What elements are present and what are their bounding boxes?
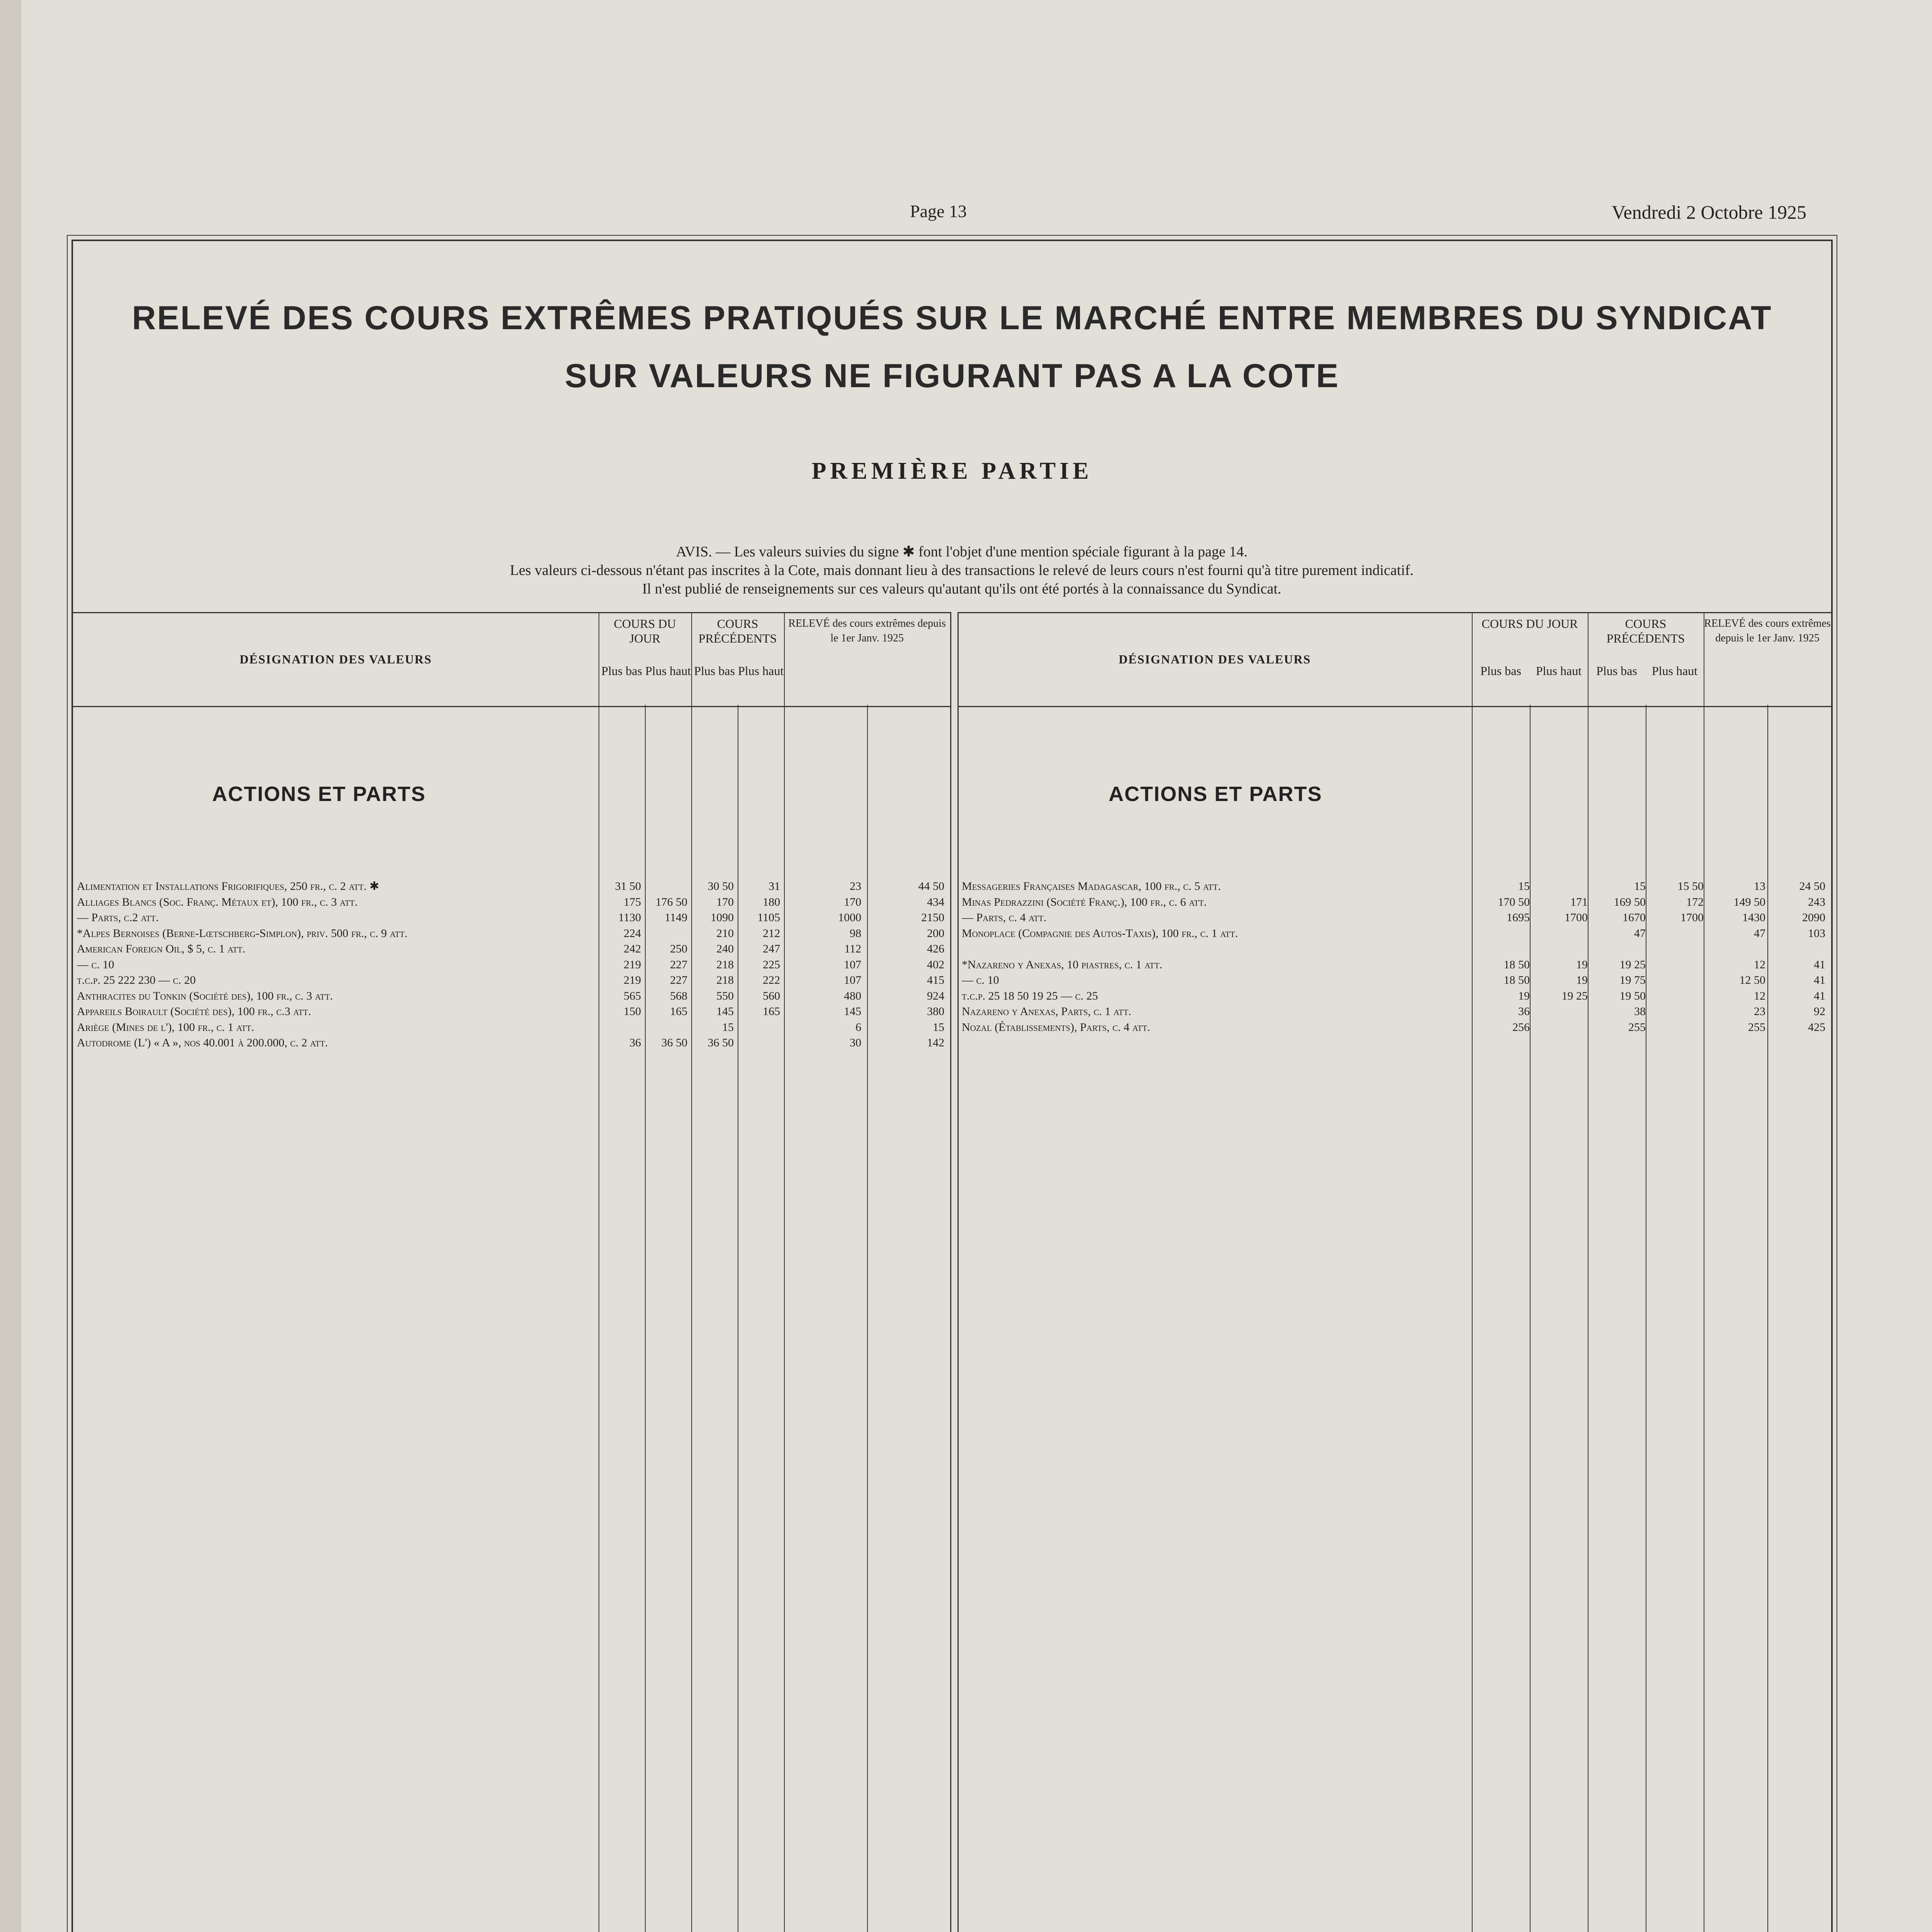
row-value: 18 50	[1503, 958, 1530, 971]
col-plus-haut: Plus haut	[645, 664, 691, 678]
row-value: 19	[1576, 958, 1588, 971]
row-designation: t.c.p. 25 18 50 19 25 — c. 25	[962, 989, 1098, 1002]
col-cours-precedents: COURS PRÉCÉDENTS	[1606, 617, 1685, 645]
row-value: 6	[855, 1020, 861, 1034]
row-value: 1105	[757, 911, 780, 924]
row-value: 19 25	[1619, 958, 1646, 971]
row-value: 36	[629, 1036, 641, 1049]
row-value: 23	[850, 880, 861, 893]
row-designation: Ariège (Mines de l'), 100 fr., c. 1 att.	[77, 1020, 254, 1034]
row-value: 240	[716, 942, 734, 955]
row-value: 19 50	[1619, 989, 1646, 1002]
row-designation: — c. 10	[77, 958, 114, 971]
row-value: 218	[716, 958, 734, 971]
row-value: 15	[933, 1020, 944, 1034]
row-value: 12	[1754, 989, 1765, 1002]
row-value: 13	[1754, 880, 1765, 893]
row-value: 212	[763, 927, 780, 940]
row-value: 1149	[665, 911, 687, 924]
row-designation: Appareils Boirault (Société des), 100 fr., c.3 att.	[77, 1005, 311, 1018]
row-value: 145	[716, 1005, 734, 1018]
row-value: 480	[844, 989, 861, 1002]
row-value: 380	[927, 1005, 944, 1018]
row-value: 222	[763, 974, 780, 986]
row-designation: — Parts, c.2 att.	[77, 911, 159, 924]
table-frame	[71, 240, 1833, 1932]
col-designation: DÉSIGNATION DES VALEURS	[1119, 652, 1311, 666]
row-value: 12	[1754, 958, 1765, 971]
row-value: 107	[844, 958, 861, 971]
row-value: 30 50	[707, 880, 734, 893]
row-value: 41	[1814, 974, 1825, 986]
title-line-2: SUR VALEURS NE FIGURANT PAS A LA COTE	[565, 357, 1340, 395]
row-value: 36 50	[707, 1036, 734, 1049]
row-value: 112	[844, 942, 861, 955]
row-value: 165	[763, 1005, 780, 1018]
row-value: 434	[927, 895, 944, 908]
row-value: 15	[722, 1020, 734, 1034]
row-value: 415	[927, 974, 944, 986]
row-designation: American Foreign Oil, $ 5, c. 1 att.	[77, 942, 245, 955]
row-value: 38	[1634, 1005, 1646, 1018]
row-value: 1700	[1565, 911, 1588, 924]
row-value: 41	[1814, 989, 1825, 1002]
row-value: 227	[670, 958, 687, 971]
row-value: 924	[927, 989, 944, 1002]
row-designation: — c. 10	[962, 974, 999, 986]
row-value: 15 50	[1677, 880, 1704, 893]
table-header-left	[73, 612, 950, 707]
col-releve: RELEVÉ des cours extrêmes depuis le 1er Janv. 1925	[1704, 617, 1831, 644]
page-edge	[0, 0, 24, 1932]
avis-notice	[305, 543, 1619, 598]
col-releve: RELEVÉ des cours extrêmes depuis le 1er Janv. 1925	[788, 617, 946, 644]
row-value: 92	[1814, 1005, 1825, 1018]
col-designation: DÉSIGNATION DES VALEURS	[240, 652, 432, 666]
row-designation: Autodrome (L') « A », nos 40.001 à 200.000, c. 2 att.	[77, 1036, 328, 1049]
avis-line-1: AVIS. — Les valeurs suivies du signe ✱ font l'objet d'une mention spéciale figurant à la page 14.	[676, 544, 1248, 560]
row-value: 170	[844, 895, 861, 908]
page-header	[910, 201, 1806, 232]
row-value: 170	[716, 895, 734, 908]
column-divider	[950, 612, 959, 1932]
row-value: 243	[1808, 895, 1825, 908]
col-plus-bas: Plus bas	[1480, 664, 1521, 678]
row-value: 247	[763, 942, 780, 955]
row-value: 103	[1808, 927, 1825, 940]
col-plus-haut: Plus haut	[1536, 664, 1582, 678]
row-value: 44 50	[918, 880, 944, 893]
row-value: 150	[624, 1005, 641, 1018]
row-designation: Nazareno y Anexas, Parts, c. 1 att.	[962, 1005, 1131, 1018]
part-heading: PREMIÈRE PARTIE	[811, 458, 1093, 484]
row-value: 1090	[711, 911, 734, 924]
row-value: 36 50	[661, 1036, 687, 1049]
page-sheet	[21, 0, 1932, 1932]
row-value: 19 25	[1561, 989, 1588, 1002]
row-designation: *Alpes Bernoises (Berne-Lœtschberg-Simplon), priv. 500 fr., c. 9 att.	[77, 927, 408, 940]
row-value: 170 50	[1498, 895, 1530, 908]
row-value: 1000	[838, 911, 861, 924]
page-date: Vendredi 2 Octobre 1925	[1611, 201, 1806, 223]
row-value: 255	[1628, 1020, 1646, 1034]
row-value: 426	[927, 942, 944, 955]
table-header-right	[958, 612, 1831, 707]
row-value: 568	[670, 989, 687, 1002]
row-value: 242	[624, 942, 641, 955]
row-value: 30	[850, 1036, 861, 1049]
row-value: 171	[1570, 895, 1588, 908]
row-value: 256	[1512, 1020, 1530, 1034]
section-actions-parts-right: ACTIONS ET PARTS	[1109, 782, 1323, 806]
col-plus-bas: Plus bas	[1596, 664, 1637, 678]
col-plus-haut: Plus haut	[1651, 664, 1698, 678]
row-designation: Minas Pedrazzini (Société Franç.), 100 fr., c. 6 att.	[962, 895, 1207, 908]
row-designation: t.c.p. 25 222 230 — c. 20	[77, 974, 196, 986]
row-value: 200	[927, 927, 944, 940]
row-value: 550	[716, 989, 734, 1002]
row-designation: — Parts, c. 4 att.	[962, 911, 1047, 924]
row-value: 107	[844, 974, 861, 986]
row-value: 219	[624, 974, 641, 986]
avis-line-3: Il n'est publié de renseignements sur ces valeurs qu'autant qu'ils ont été portés à la connaissance du Syndicat.	[642, 581, 1282, 597]
row-designation: Nozal (Établissements), Parts, c. 4 att.	[962, 1020, 1150, 1034]
row-value: 98	[850, 927, 861, 940]
row-value: 47	[1754, 927, 1765, 940]
row-value: 250	[670, 942, 687, 955]
row-value: 47	[1634, 927, 1646, 940]
row-value: 210	[716, 927, 734, 940]
row-value: 565	[624, 989, 641, 1002]
avis-line-2: Les valeurs ci-dessous n'étant pas inscrites à la Cote, mais donnant lieu à des transactions le relevé de leurs cours n'est fourni qu'à titre purement indicatif.	[510, 562, 1414, 578]
row-value: 219	[624, 958, 641, 971]
row-value: 402	[927, 958, 944, 971]
row-value: 227	[670, 974, 687, 986]
row-value: 224	[624, 927, 641, 940]
row-value: 165	[670, 1005, 687, 1018]
col-cours-du-jour: COURS DU JOUR	[614, 617, 676, 645]
row-value: 41	[1814, 958, 1825, 971]
title-line-1: RELEVÉ DES COURS EXTRÊMES PRATIQUÉS SUR LE MARCHÉ ENTRE MEMBRES DU SYNDICAT	[132, 299, 1772, 337]
row-designation: Alliages Blancs (Soc. Franç. Métaux et), 100 fr., c. 3 att.	[77, 895, 358, 908]
row-value: 176 50	[655, 895, 687, 908]
row-value: 169 50	[1614, 895, 1646, 908]
row-value: 19	[1518, 989, 1530, 1002]
col-plus-haut: Plus haut	[738, 664, 784, 678]
col-plus-bas: Plus bas	[694, 664, 735, 678]
col-plus-bas: Plus bas	[601, 664, 642, 678]
row-value: 425	[1808, 1020, 1825, 1034]
row-value: 1430	[1742, 911, 1765, 924]
row-value: 225	[763, 958, 780, 971]
row-value: 255	[1748, 1020, 1765, 1034]
row-designation: Messageries Françaises Madagascar, 100 fr., c. 5 att.	[962, 880, 1221, 893]
row-value: 218	[716, 974, 734, 986]
row-designation: Anthracites du Tonkin (Société des), 100 fr., c. 3 att.	[77, 989, 333, 1002]
row-value: 36	[1518, 1005, 1530, 1018]
col-cours-du-jour: COURS DU JOUR	[1481, 617, 1578, 631]
row-value: 172	[1686, 895, 1704, 908]
row-value: 1700	[1680, 911, 1704, 924]
row-value: 560	[763, 989, 780, 1002]
row-designation: Monoplace (Compagnie des Autos-Taxis), 100 fr., c. 1 att.	[962, 927, 1238, 940]
row-value: 145	[844, 1005, 861, 1018]
row-value: 15	[1518, 880, 1530, 893]
row-value: 15	[1634, 880, 1646, 893]
row-value: 31 50	[615, 880, 641, 893]
row-value: 1670	[1622, 911, 1646, 924]
col-cours-precedents: COURS PRÉCÉDENTS	[698, 617, 777, 645]
row-value: 2090	[1802, 911, 1825, 924]
row-value: 19	[1576, 974, 1588, 986]
row-value: 31	[769, 880, 780, 893]
row-value: 1130	[618, 911, 641, 924]
row-value: 23	[1754, 1005, 1765, 1018]
row-value: 142	[927, 1036, 944, 1049]
row-designation: *Nazareno y Anexas, 10 piastres, c. 1 att.	[962, 958, 1163, 971]
page-number: Page 13	[910, 201, 967, 221]
row-value: 149 50	[1733, 895, 1765, 908]
row-value: 19 75	[1619, 974, 1646, 986]
row-value: 12 50	[1739, 974, 1765, 986]
section-actions-parts-left: ACTIONS ET PARTS	[212, 782, 426, 806]
row-value: 175	[624, 895, 641, 908]
row-value: 1695	[1507, 911, 1530, 924]
row-value: 24 50	[1799, 880, 1825, 893]
row-value: 18 50	[1503, 974, 1530, 986]
row-designation: Alimentation et Installations Frigorifiques, 250 fr., c. 2 att. ✱	[77, 880, 379, 893]
row-value: 2150	[921, 911, 944, 924]
row-value: 180	[763, 895, 780, 908]
